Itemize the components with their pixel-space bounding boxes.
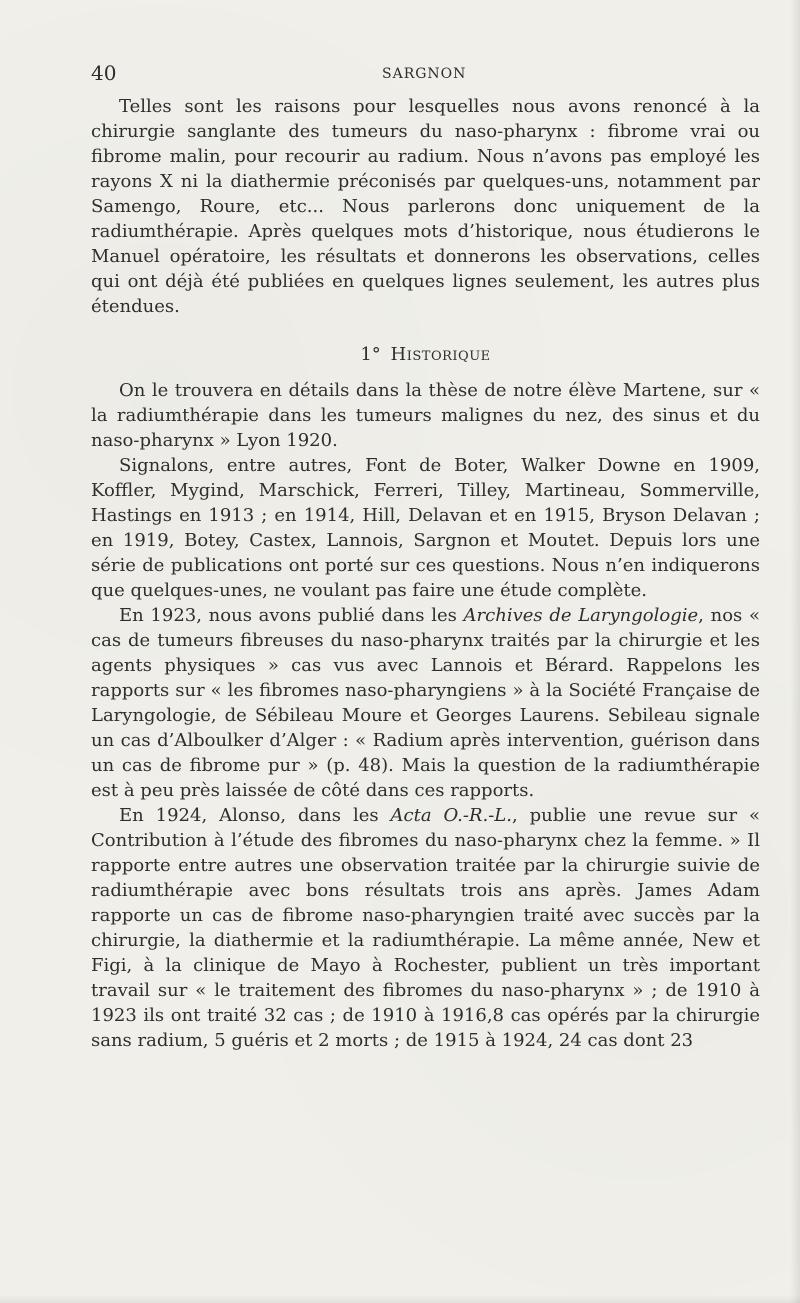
page-number: 40 bbox=[91, 61, 117, 85]
journal-title-acta: Acta O.-R.-L. bbox=[390, 805, 512, 826]
body-text bbox=[91, 94, 760, 1053]
paragraph-archives bbox=[91, 603, 760, 803]
section-heading bbox=[91, 342, 760, 367]
section-number: 1° bbox=[360, 344, 381, 365]
page-bottom-shadow bbox=[0, 1295, 800, 1303]
page-edge-shadow bbox=[790, 0, 800, 1303]
running-head: SARGNON bbox=[382, 66, 467, 82]
paragraph-archives-start: En 1923, nous avons publié dans les bbox=[119, 605, 464, 626]
paragraph-authors: Signalons, entre autres, Font de Boter, Walker Downe en 1909, Koffler, Mygind, Marschick, Ferreri, Tilley, Martineau, Sommerville, Hastings en 1913 ; en 1914, Hill, Delavan et en 1915, Bryson Delavan ; en 1919, Botey, Castex, Lannois, Sargnon et Moutet. Depuis lors une série de publications ont porté sur ces questions. Nous n’en indiquerons que quelques-unes, ne voulant pas faire une étude complète. bbox=[91, 455, 760, 601]
page-header bbox=[91, 61, 761, 85]
paragraph-alonso-end: , publie une revue sur « Contribution à l’étude des fibromes du naso-pharynx chez la femme. » Il rapporte entre autres une observation traitée par la chirurgie suivie de radiumthérapie avec bons résultats trois ans après. James Adam rapporte un cas de fibrome naso-pharyngien traité avec succès par la chirurgie, la diathermie et la radiumthérapie. La même année, New et Figi, à la clinique de Mayo à Rochester, publient un très important travail sur « le traitement des fibromes du naso-pharynx » ; de 1910 à 1923 ils ont traité 32 cas ; de 1910 à 1916,8 cas opérés par la chirurgie sans radium, 5 guéris et 2 morts ; de 1915 à 1924, 24 cas dont 23 bbox=[91, 805, 760, 1051]
paragraph-thesis: On le trouvera en détails dans la thèse de notre élève Martene, sur « la radiumthérapie dans les tumeurs malignes du nez, des sinus et du naso-pharynx » Lyon 1920. bbox=[91, 380, 760, 451]
paragraph-archives-end: , nos « cas de tumeurs fibreuses du naso-pharynx traités par la chirurgie et les agents physiques » cas vus avec Lannois et Bérard. Rappelons les rapports sur « les fibromes naso-pharyngiens » à la Société Française de Laryngologie, de Sébileau Moure et Georges Laurens. Sebileau signale un cas d’Alboulker d’Alger : « Radium après intervention, guérison dans un cas de fibrome pur » (p. 48). Mais la question de la radiumthérapie est à peu près laissée de côté dans ces rapports. bbox=[91, 605, 760, 801]
section-title: Historique bbox=[390, 344, 491, 365]
paragraph-intro: Telles sont les raisons pour lesquelles nous avons renoncé à la chirurgie sanglante des tumeurs du naso-pharynx : fibrome vrai ou fibrome malin, pour recourir au radium. Nous n’avons pas employé les rayons X ni la diathermie préconisés par quelques-uns, notamment par Samengo, Roure, etc... Nous parlerons donc uniquement de la radiumthérapie. Après quelques mots d’historique, nous étudierons le Manuel opératoire, les résultats et donnerons les observations, celles qui ont déjà été publiées en quelques lignes seulement, les autres plus étendues. bbox=[91, 96, 760, 317]
paragraph-alonso bbox=[91, 803, 760, 1053]
journal-title-archives: Archives de Laryngologie bbox=[463, 605, 699, 626]
paragraph-alonso-start: En 1924, Alonso, dans les bbox=[119, 805, 391, 826]
